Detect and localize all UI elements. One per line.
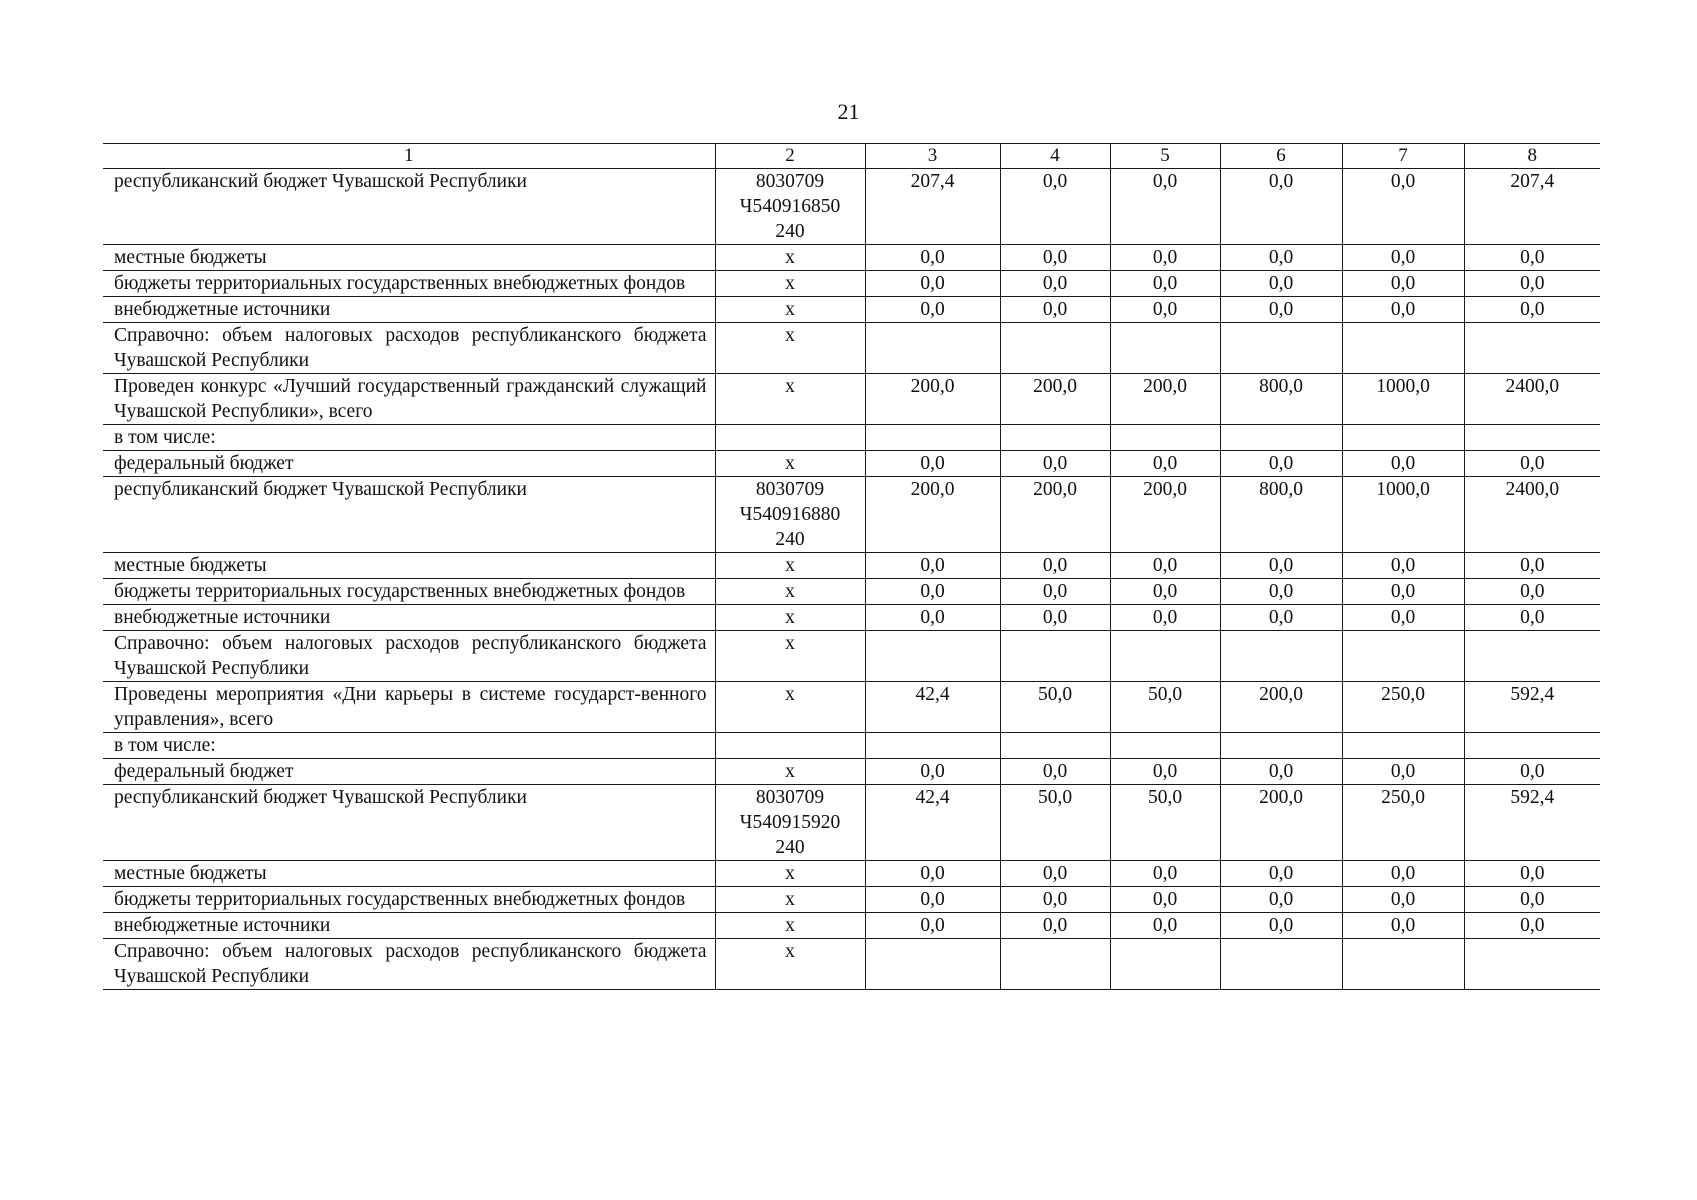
value-col-8: 0,0: [1464, 245, 1600, 271]
value-col-5: 200,0: [1110, 374, 1220, 425]
table-row: [103, 477, 1600, 553]
value-col-6: 800,0: [1220, 374, 1342, 425]
value-col-4: 0,0: [1000, 759, 1110, 785]
value-col-7: 1000,0: [1342, 374, 1464, 425]
budget-code: х: [715, 553, 865, 579]
value-col-7: 0,0: [1342, 887, 1464, 913]
value-col-3: 0,0: [865, 451, 1000, 477]
table-row: [103, 374, 1600, 425]
row-description: федеральный бюджет: [103, 759, 715, 785]
value-col-5: [1110, 323, 1220, 374]
budget-code: х: [715, 759, 865, 785]
value-col-8: 0,0: [1464, 605, 1600, 631]
value-col-7: 0,0: [1342, 913, 1464, 939]
value-col-4: 0,0: [1000, 553, 1110, 579]
table-header: [103, 144, 1600, 169]
value-col-3: 200,0: [865, 477, 1000, 553]
budget-code: 8030709 Ч540916850 240: [715, 169, 865, 245]
value-col-3: 0,0: [865, 605, 1000, 631]
value-col-3: [865, 733, 1000, 759]
row-description: в том числе:: [103, 425, 715, 451]
value-col-7: 0,0: [1342, 271, 1464, 297]
value-col-8: 0,0: [1464, 579, 1600, 605]
value-col-4: 0,0: [1000, 271, 1110, 297]
value-col-3: 0,0: [865, 579, 1000, 605]
value-col-6: 0,0: [1220, 861, 1342, 887]
value-col-4: [1000, 323, 1110, 374]
row-description: бюджеты территориальных государственных внебюджетных фондов: [103, 579, 715, 605]
value-col-7: [1342, 631, 1464, 682]
value-col-3: [865, 323, 1000, 374]
value-col-4: [1000, 425, 1110, 451]
value-col-5: 50,0: [1110, 682, 1220, 733]
value-col-8: 0,0: [1464, 759, 1600, 785]
value-col-4: [1000, 733, 1110, 759]
value-col-7: 1000,0: [1342, 477, 1464, 553]
value-col-4: 0,0: [1000, 451, 1110, 477]
value-col-8: 0,0: [1464, 451, 1600, 477]
value-col-6: 0,0: [1220, 759, 1342, 785]
value-col-7: 0,0: [1342, 297, 1464, 323]
header-cell: 6: [1220, 144, 1342, 169]
value-col-5: 0,0: [1110, 887, 1220, 913]
value-col-8: 592,4: [1464, 682, 1600, 733]
row-description: местные бюджеты: [103, 245, 715, 271]
value-col-8: 207,4: [1464, 169, 1600, 245]
row-description: внебюджетные источники: [103, 913, 715, 939]
value-col-4: 0,0: [1000, 245, 1110, 271]
value-col-4: 0,0: [1000, 913, 1110, 939]
budget-code: х: [715, 682, 865, 733]
header-cell: 2: [715, 144, 865, 169]
header-cell: 3: [865, 144, 1000, 169]
budget-code: х: [715, 297, 865, 323]
value-col-7: 250,0: [1342, 785, 1464, 861]
budget-code: х: [715, 579, 865, 605]
row-description: внебюджетные источники: [103, 297, 715, 323]
value-col-3: 0,0: [865, 759, 1000, 785]
row-description: местные бюджеты: [103, 553, 715, 579]
value-col-8: [1464, 631, 1600, 682]
value-col-5: 200,0: [1110, 477, 1220, 553]
value-col-6: [1220, 425, 1342, 451]
value-col-3: 0,0: [865, 297, 1000, 323]
value-col-7: 0,0: [1342, 861, 1464, 887]
value-col-6: 0,0: [1220, 579, 1342, 605]
value-col-6: 0,0: [1220, 913, 1342, 939]
budget-code: х: [715, 631, 865, 682]
row-description: бюджеты территориальных государственных внебюджетных фондов: [103, 887, 715, 913]
row-description: республиканский бюджет Чувашской Республики: [103, 169, 715, 245]
value-col-3: 207,4: [865, 169, 1000, 245]
header-cell: 8: [1464, 144, 1600, 169]
value-col-8: [1464, 425, 1600, 451]
value-col-8: 0,0: [1464, 887, 1600, 913]
value-col-7: [1342, 939, 1464, 990]
value-col-7: [1342, 733, 1464, 759]
value-col-8: 0,0: [1464, 913, 1600, 939]
value-col-8: 0,0: [1464, 553, 1600, 579]
value-col-5: 0,0: [1110, 169, 1220, 245]
value-col-3: [865, 939, 1000, 990]
value-col-3: 0,0: [865, 913, 1000, 939]
budget-code: 8030709 Ч540916880 240: [715, 477, 865, 553]
budget-code: х: [715, 861, 865, 887]
value-col-6: 200,0: [1220, 682, 1342, 733]
budget-code: х: [715, 605, 865, 631]
value-col-8: 2400,0: [1464, 477, 1600, 553]
value-col-8: 592,4: [1464, 785, 1600, 861]
value-col-3: 42,4: [865, 785, 1000, 861]
table-row: [103, 939, 1600, 990]
table-row: [103, 913, 1600, 939]
row-description: Справочно: объем налоговых расходов республиканского бюджета Чувашской Республики: [103, 939, 715, 990]
value-col-6: 0,0: [1220, 553, 1342, 579]
value-col-5: 50,0: [1110, 785, 1220, 861]
budget-table: [103, 143, 1600, 990]
value-col-4: 200,0: [1000, 374, 1110, 425]
table-row: [103, 861, 1600, 887]
value-col-8: 2400,0: [1464, 374, 1600, 425]
table-body: [103, 169, 1600, 990]
value-col-4: 0,0: [1000, 297, 1110, 323]
header-cell: 5: [1110, 144, 1220, 169]
table-row: [103, 605, 1600, 631]
value-col-5: 0,0: [1110, 297, 1220, 323]
value-col-5: 0,0: [1110, 579, 1220, 605]
value-col-6: 0,0: [1220, 451, 1342, 477]
value-col-5: 0,0: [1110, 553, 1220, 579]
budget-code: х: [715, 245, 865, 271]
table-row: [103, 297, 1600, 323]
value-col-5: 0,0: [1110, 759, 1220, 785]
row-description: бюджеты территориальных государственных внебюджетных фондов: [103, 271, 715, 297]
value-col-5: [1110, 425, 1220, 451]
budget-code: х: [715, 271, 865, 297]
table-row: [103, 682, 1600, 733]
value-col-7: [1342, 425, 1464, 451]
value-col-4: [1000, 631, 1110, 682]
row-description: Справочно: объем налоговых расходов республиканского бюджета Чувашской Республики: [103, 631, 715, 682]
value-col-3: [865, 631, 1000, 682]
budget-code: х: [715, 939, 865, 990]
value-col-6: 0,0: [1220, 271, 1342, 297]
value-col-4: 0,0: [1000, 861, 1110, 887]
value-col-4: 0,0: [1000, 579, 1110, 605]
value-col-8: 0,0: [1464, 297, 1600, 323]
budget-code: х: [715, 887, 865, 913]
row-description: федеральный бюджет: [103, 451, 715, 477]
value-col-4: 200,0: [1000, 477, 1110, 553]
table-row: [103, 451, 1600, 477]
value-col-8: 0,0: [1464, 271, 1600, 297]
row-description: в том числе:: [103, 733, 715, 759]
value-col-3: 0,0: [865, 553, 1000, 579]
table-row: [103, 323, 1600, 374]
table-row: [103, 785, 1600, 861]
value-col-7: 250,0: [1342, 682, 1464, 733]
table-row: [103, 169, 1600, 245]
value-col-5: 0,0: [1110, 271, 1220, 297]
value-col-7: 0,0: [1342, 605, 1464, 631]
value-col-5: [1110, 939, 1220, 990]
budget-code: [715, 425, 865, 451]
value-col-3: [865, 425, 1000, 451]
value-col-6: [1220, 733, 1342, 759]
value-col-5: 0,0: [1110, 605, 1220, 631]
header-cell: 7: [1342, 144, 1464, 169]
budget-code: 8030709 Ч540915920 240: [715, 785, 865, 861]
value-col-3: 42,4: [865, 682, 1000, 733]
budget-code: [715, 733, 865, 759]
value-col-6: 0,0: [1220, 169, 1342, 245]
table-row: [103, 759, 1600, 785]
value-col-8: [1464, 733, 1600, 759]
table-row: [103, 887, 1600, 913]
value-col-7: 0,0: [1342, 759, 1464, 785]
value-col-6: 800,0: [1220, 477, 1342, 553]
value-col-4: [1000, 939, 1110, 990]
value-col-6: [1220, 939, 1342, 990]
value-col-5: 0,0: [1110, 451, 1220, 477]
value-col-6: 0,0: [1220, 605, 1342, 631]
value-col-3: 200,0: [865, 374, 1000, 425]
header-row: [103, 144, 1600, 169]
value-col-7: [1342, 323, 1464, 374]
budget-code: х: [715, 913, 865, 939]
row-description: внебюджетные источники: [103, 605, 715, 631]
value-col-7: 0,0: [1342, 451, 1464, 477]
table-row: [103, 579, 1600, 605]
value-col-6: 0,0: [1220, 297, 1342, 323]
row-description: республиканский бюджет Чувашской Республики: [103, 477, 715, 553]
header-cell: 4: [1000, 144, 1110, 169]
value-col-6: [1220, 323, 1342, 374]
value-col-7: 0,0: [1342, 553, 1464, 579]
table-row: [103, 425, 1600, 451]
value-col-4: 50,0: [1000, 785, 1110, 861]
table-row: [103, 553, 1600, 579]
value-col-3: 0,0: [865, 861, 1000, 887]
table-row: [103, 733, 1600, 759]
budget-code: х: [715, 374, 865, 425]
header-cell: 1: [103, 144, 715, 169]
value-col-8: 0,0: [1464, 861, 1600, 887]
value-col-5: 0,0: [1110, 245, 1220, 271]
table-row: [103, 271, 1600, 297]
row-description: местные бюджеты: [103, 861, 715, 887]
value-col-6: 0,0: [1220, 245, 1342, 271]
budget-code: х: [715, 323, 865, 374]
value-col-5: [1110, 733, 1220, 759]
row-description: Проведен конкурс «Лучший государственный гражданский служащий Чувашской Республики», всего: [103, 374, 715, 425]
value-col-5: 0,0: [1110, 913, 1220, 939]
budget-code: х: [715, 451, 865, 477]
value-col-5: [1110, 631, 1220, 682]
table-row: [103, 245, 1600, 271]
row-description: республиканский бюджет Чувашской Республики: [103, 785, 715, 861]
value-col-4: 0,0: [1000, 605, 1110, 631]
value-col-3: 0,0: [865, 245, 1000, 271]
value-col-3: 0,0: [865, 887, 1000, 913]
page-number: 21: [837, 99, 860, 124]
value-col-5: 0,0: [1110, 861, 1220, 887]
value-col-8: [1464, 939, 1600, 990]
value-col-8: [1464, 323, 1600, 374]
value-col-7: 0,0: [1342, 169, 1464, 245]
value-col-7: 0,0: [1342, 579, 1464, 605]
value-col-3: 0,0: [865, 271, 1000, 297]
value-col-6: 0,0: [1220, 887, 1342, 913]
value-col-4: 0,0: [1000, 169, 1110, 245]
value-col-7: 0,0: [1342, 245, 1464, 271]
row-description: Проведены мероприятия «Дни карьеры в системе государст-венного управления», всего: [103, 682, 715, 733]
value-col-6: [1220, 631, 1342, 682]
value-col-4: 50,0: [1000, 682, 1110, 733]
row-description: Справочно: объем налоговых расходов республиканского бюджета Чувашской Республики: [103, 323, 715, 374]
value-col-6: 200,0: [1220, 785, 1342, 861]
table-row: [103, 631, 1600, 682]
value-col-4: 0,0: [1000, 887, 1110, 913]
